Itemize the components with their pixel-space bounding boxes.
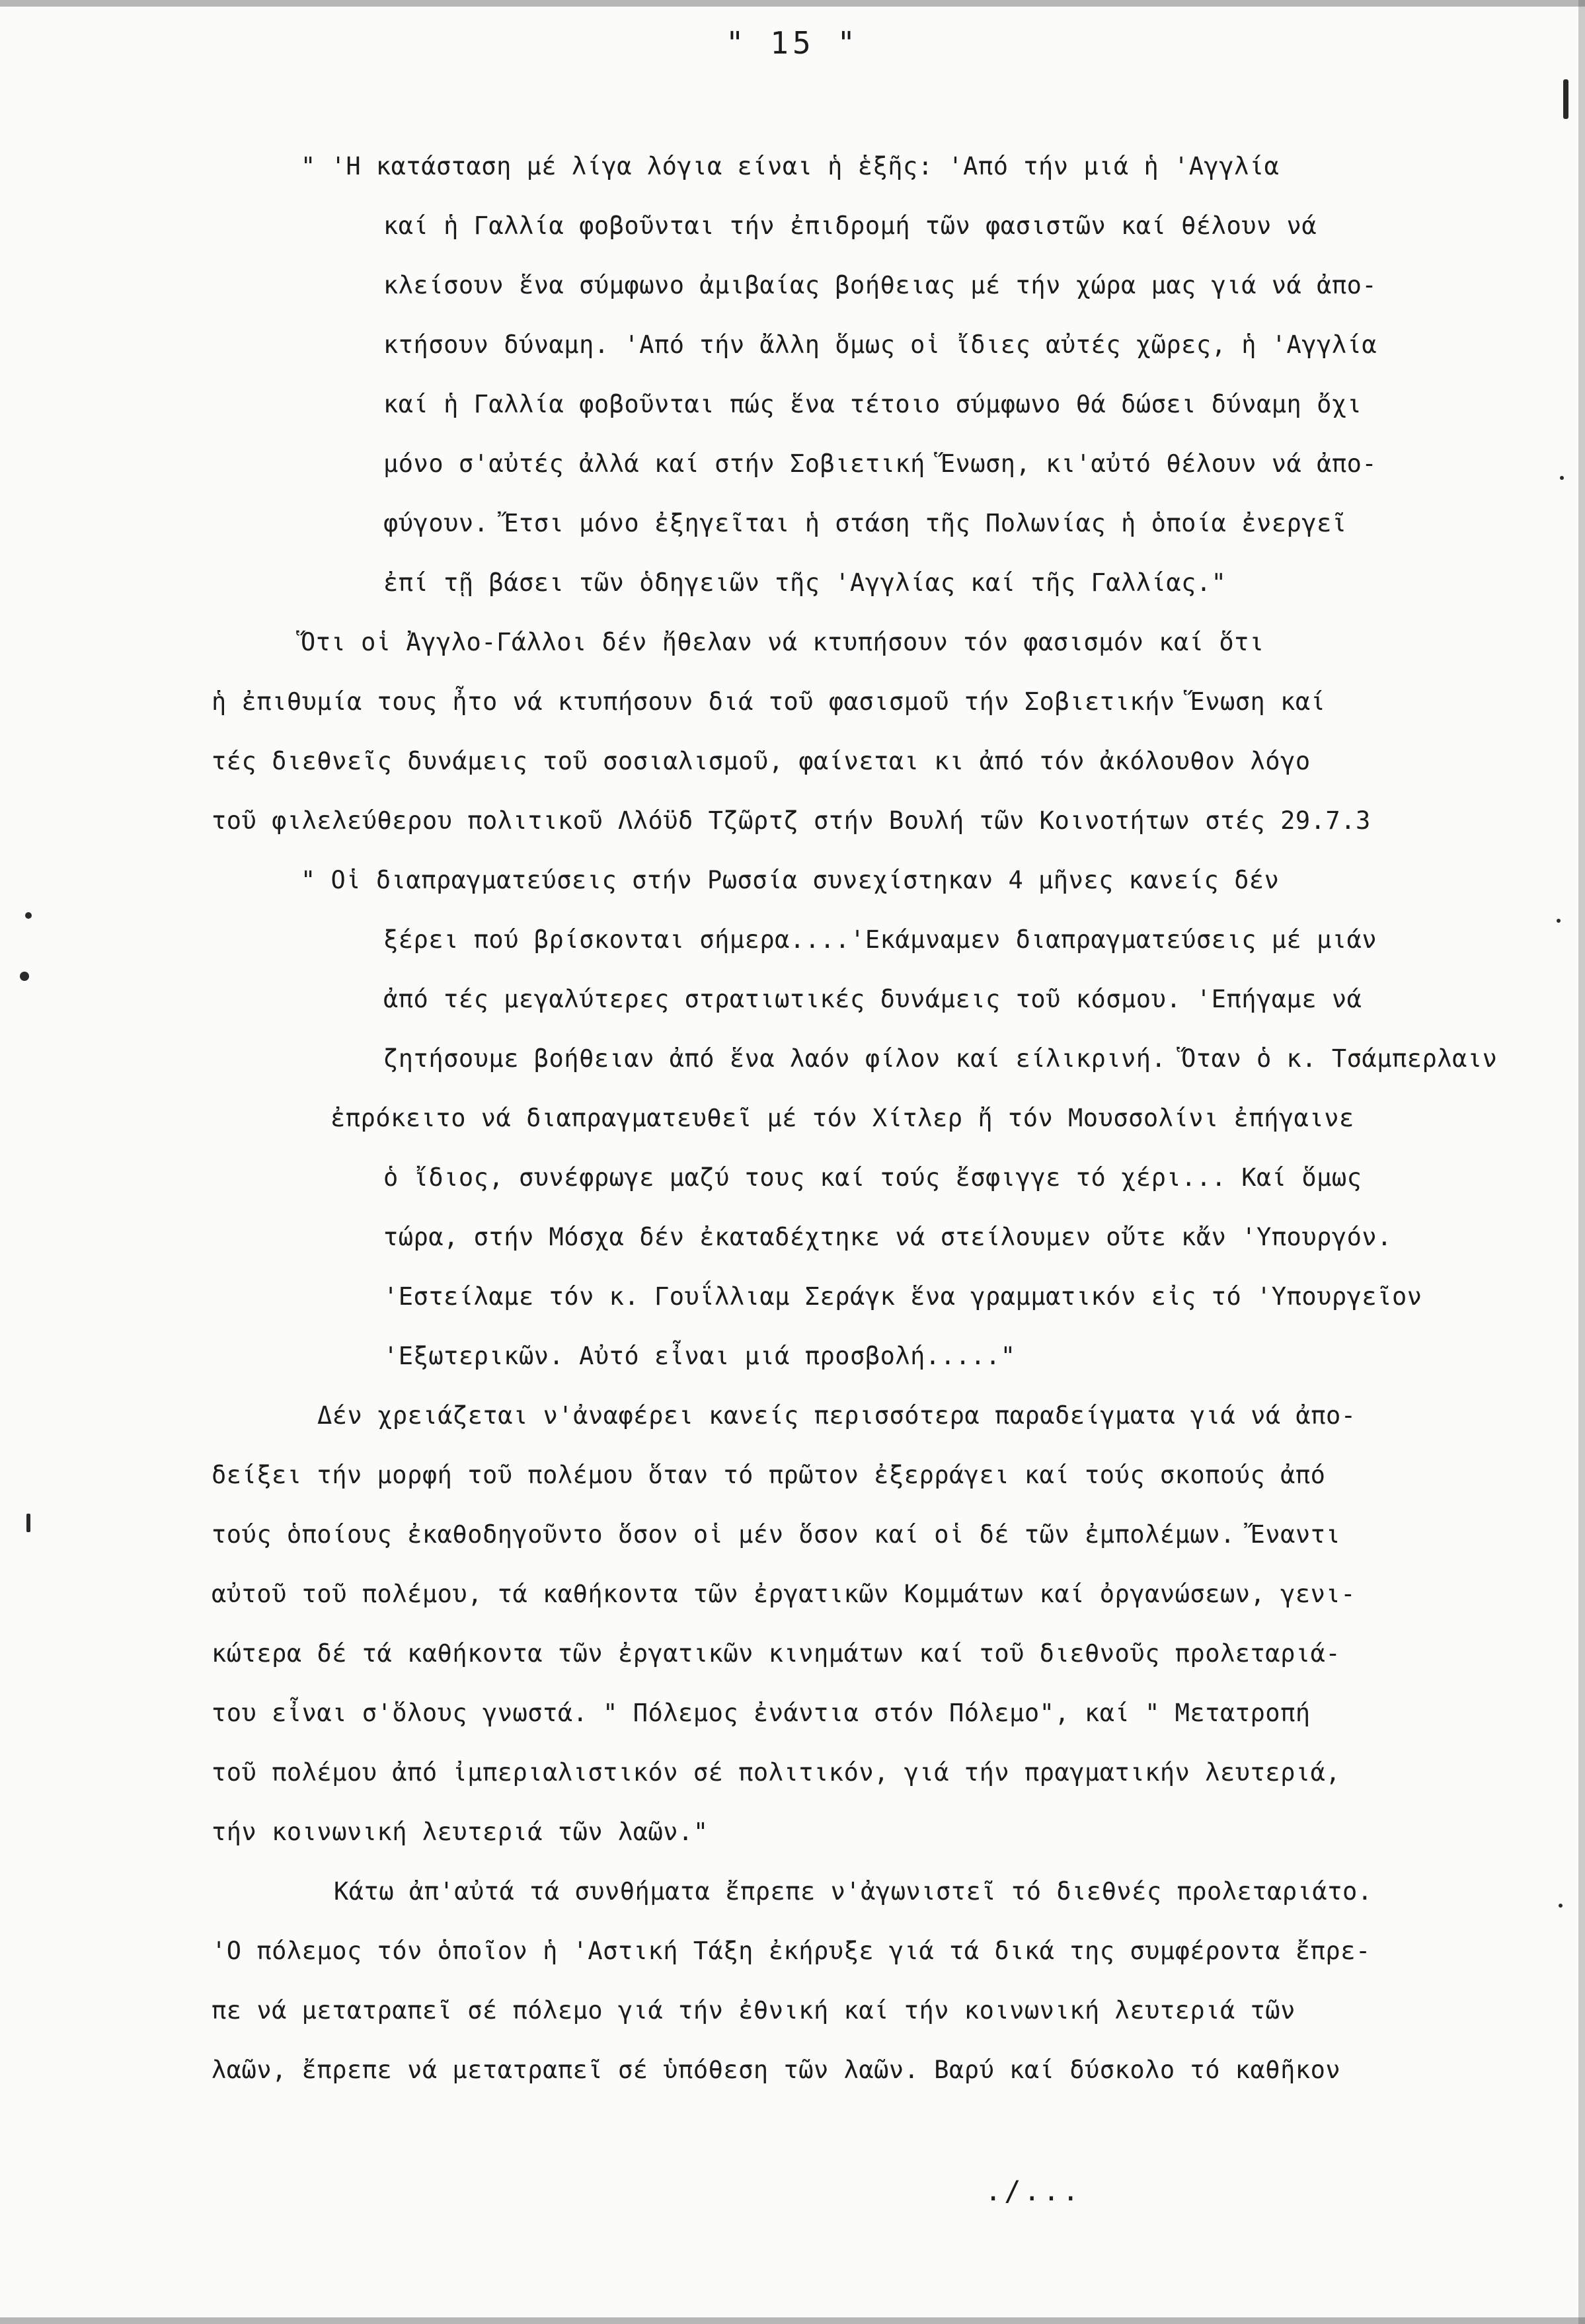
text-line: κτήσουν δύναμη. 'Από τήν ἄλλη ὅμως οἱ ἴδιες αὐτές χῶρες, ἡ 'Αγγλία	[383, 330, 1377, 359]
text-line: ἡ ἐπιθυμία τους ἦτο νά κτυπήσουν διά τοῦ φασισμοῦ τήν Σοβιετικήν Ἕνωση καί	[212, 687, 1326, 716]
text-line: τοῦ πολέμου ἀπό ἰμπεριαλιστικόν σέ πολιτικόν, γιά τήν πραγματικήν λευτεριά,	[212, 1758, 1341, 1787]
scan-speck	[20, 972, 29, 981]
text-line: κλείσουν ἕνα σύμφωνο ἀμιβαίας βοήθειας μέ τήν χώρα μας γιά νά ἀπο-	[383, 271, 1377, 299]
text-line: πε νά μετατραπεῖ σέ πόλεμο γιά τήν ἐθνική καί τήν κοινωνική λευτεριά τῶν	[212, 1996, 1295, 2025]
text-line: κώτερα δέ τά καθήκοντα τῶν ἐργατικῶν κινημάτων καί τοῦ διεθνοῦς προλεταριά-	[212, 1639, 1341, 1668]
text-line: δείξει τήν μορφή τοῦ πολέμου ὅταν τό πρῶτον ἐξερράγει καί τούς σκοπούς ἀπό	[212, 1461, 1326, 1489]
text-line: 'Ο πόλεμος τόν ὁποῖον ἡ 'Αστική Τάξη ἐκήρυξε γιά τά δικά της συμφέροντα ἔπρε-	[212, 1937, 1371, 1965]
text-line: του εἶναι σ'ὅλους γνωστά. " Πόλεμος ἐνάντια στόν Πόλεμο", καί " Μετατροπή	[212, 1699, 1311, 1727]
text-line: τοῦ φιλελεύθερου πολιτικοῦ Λλόϋδ Τζῶρτζ στήν Βουλή τῶν Κοινοτήτων στές 29.7.3	[212, 806, 1371, 835]
scan-edge	[1578, 0, 1585, 2324]
text-line: τώρα, στήν Μόσχα δέν ἐκαταδέχτηκε νά στείλουμεν οὔτε κἄν 'Υπουργόν.	[383, 1223, 1392, 1251]
text-line: 'Εστείλαμε τόν κ. Γουΐλλιαμ Σεράγκ ἕνα γραμματικόν εἰς τό 'Υπουργεῖον	[383, 1282, 1422, 1311]
page-number: " 15 "	[725, 25, 860, 61]
text-line: τούς ὁποίους ἐκαθοδηγοῦντο ὅσον οἱ μέν ὅσον καί οἱ δέ τῶν ἐμπολέμων. Ἔναντι	[212, 1520, 1341, 1549]
scan-speck	[1563, 79, 1568, 119]
text-line: Ὅτι οἱ Ἀγγλο-Γάλλοι δέν ἤθελαν νά κτυπήσουν τόν φασισμόν καί ὅτι	[301, 628, 1264, 656]
scan-speck	[26, 1514, 30, 1532]
text-line: " Οἱ διαπραγματεύσεις στήν Ρωσσία συνεχίστηκαν 4 μῆνες κανείς δέν	[301, 866, 1280, 894]
text-line: ξέρει πού βρίσκονται σήμερα....'Εκάμναμεν διαπραγματεύσεις μέ μιάν	[383, 925, 1377, 954]
text-line: αὐτοῦ τοῦ πολέμου, τά καθήκοντα τῶν ἐργατικῶν Κομμάτων καί ὀργανώσεων, γενι-	[212, 1580, 1356, 1608]
text-line: καί ἡ Γαλλία φοβοῦνται πώς ἕνα τέτοιο σύμφωνο θά δώσει δύναμη ὄχι	[383, 390, 1362, 418]
text-line: τές διεθνεῖς δυνάμεις τοῦ σοσιαλισμοῦ, φαίνεται κι ἀπό τόν ἀκόλουθον λόγο	[212, 747, 1311, 775]
scan-speck	[1560, 476, 1564, 480]
scan-edge	[0, 2317, 1585, 2324]
text-line: τήν κοινωνική λευτεριά τῶν λαῶν."	[212, 1818, 709, 1846]
scan-edge	[0, 0, 1585, 7]
text-line: καί ἡ Γαλλία φοβοῦνται τήν ἐπιδρομή τῶν φασιστῶν καί θέλουν νά	[383, 212, 1317, 240]
text-line: ἐπρόκειτο νά διαπραγματευθεῖ μέ τόν Χίτλερ ἤ τόν Μουσσολίνι ἐπήγαινε	[330, 1104, 1354, 1132]
text-line: " 'Η κατάσταση μέ λίγα λόγια είναι ἡ ἑξῆς: 'Από τήν μιά ἡ 'Αγγλία	[301, 152, 1280, 180]
text-line: ὁ ἴδιος, συνέφρωγε μαζύ τους καί τούς ἔσφιγγε τό χέρι... Καί ὅμως	[383, 1163, 1362, 1192]
text-line: φύγουν. Ἔτσι μόνο ἐξηγεῖται ἡ στάση τῆς Πολωνίας ἡ ὁποία ἐνεργεῖ	[383, 509, 1347, 537]
text-line: ἀπό τές μεγαλύτερες στρατιωτικές δυνάμεις τοῦ κόσμου. 'Επήγαμε νά	[383, 985, 1362, 1013]
text-line: Δέν χρειάζεται ν'ἀναφέρει κανείς περισσότερα παραδείγματα γιά νά ἀπο-	[317, 1401, 1356, 1430]
text-line: ζητήσουμε βοήθειαν ἀπό ἕνα λαόν φίλον καί είλικρινή. Ὅταν ὁ κ. Τσάμπερλαιν	[383, 1044, 1498, 1073]
text-line: μόνο σ'αὐτές ἀλλά καί στήν Σοβιετική Ἕνωση, κι'αὐτό θέλουν νά ἀπο-	[383, 449, 1377, 478]
text-line: 'Εξωτερικῶν. Αὐτό εἶναι μιά προσβολή....."	[383, 1342, 1016, 1370]
text-line: ἐπί τῇ βάσει τῶν ὁδηγειῶν τῆς 'Αγγλίας καί τῆς Γαλλίας."	[383, 568, 1227, 597]
scan-speck	[25, 912, 32, 919]
continuation-mark: ./...	[985, 2175, 1082, 2207]
text-line: Κάτω ἀπ'αὐτά τά συνθήματα ἔπρεπε ν'ἀγωνιστεῖ τό διεθνές προλεταριάτο.	[334, 1877, 1373, 1906]
scan-speck	[1559, 1904, 1563, 1908]
text-line: λαῶν, ἔπρεπε νά μετατραπεῖ σέ ὑπόθεση τῶν λαῶν. Βαρύ καί δύσκολο τό καθῆκον	[212, 2056, 1341, 2084]
scan-speck	[1557, 919, 1561, 923]
